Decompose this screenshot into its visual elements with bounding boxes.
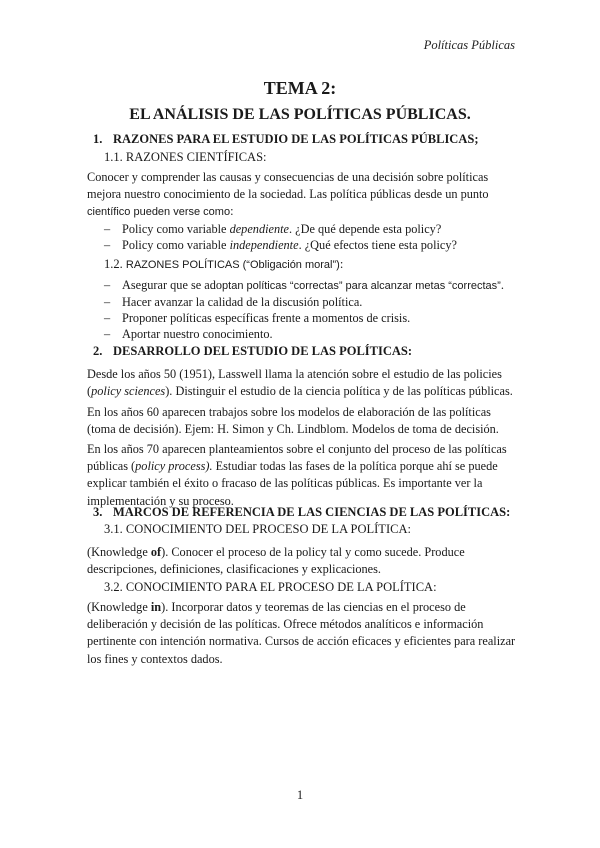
text-fragment: Policy como variable [122,222,230,236]
bullet-dash: – [104,327,111,341]
text-fragment: ). Conocer el proceso de la policy tal y como sucede. Produce [161,545,465,559]
section-number: 3. [93,505,103,519]
text-line: implementación y su proceso. [87,493,234,508]
sans-text: científico pueden verse como [87,206,231,219]
paragraph-anos-60 [87,404,527,438]
text-line [87,458,527,475]
subsection-3-2-heading: 3.2. CONOCIMIENTO PARA EL PROCESO DE LA POLÍTICA: [104,580,437,594]
text-line: pertinente con intención normativa. Cursos de acción eficaces y eficientes para realizar [87,634,516,649]
subsection-1-1-heading: 1.1. RAZONES CIENTÍFICAS: [104,150,267,164]
text-line: explicar también el éxito o fracaso de las políticas públicas. Es importante ver la [87,476,483,491]
bullet-list-political [104,277,504,342]
page-number: 1 [296,788,304,802]
paragraph-razones-cientificas [87,169,527,222]
subsection-number: 1.2. [104,257,126,271]
list-item [104,237,457,253]
emphasis-text: independiente [229,238,299,252]
paragraph-knowledge-of [87,544,527,578]
bold-text: in [150,600,162,614]
text-line: mejora nuestro conocimiento de la sociedad. Las política públicas desde un punto [87,187,489,202]
bullet-dash: – [104,222,111,236]
section-number: 2. [93,344,103,358]
text-fragment: Asegurar que se ado [122,278,223,292]
document-title: TEMA 2: [263,78,337,98]
paragraph-anos-70 [87,441,527,510]
text-fragment: . [500,278,504,292]
text-fragment: Proponer políticas específicas frente a momentos de crisis. [122,311,411,325]
text-fragment: ). Incorporar datos y teoremas de las ciencias en el proceso de [161,600,466,614]
paragraph-knowledge-in [87,599,527,668]
sans-text: ptan políticas “correctas” para alcanzar metas “correctas” [222,280,501,292]
bullet-dash: – [104,295,111,309]
list-item [104,294,504,310]
text-fragment: ). Distinguir el estudio de la ciencia política y de las políticas públicas. [165,384,513,399]
text-line: Desde los años 50 (1951), Lasswell llama la atención sobre el estudio de las policies [87,367,502,381]
text-fragment: : [230,204,234,219]
bullet-dash: – [104,238,111,252]
section-title: DESARROLLO DEL ESTUDIO DE LAS POLÍTICAS: [113,344,413,358]
text-line [87,383,527,400]
text-fragment: (Knowledge [87,600,151,614]
bullet-dash: – [104,278,111,292]
text-line [87,544,527,561]
running-header: Políticas Públicas [423,38,515,52]
sans-text: RAZONES POLÍTICAS (“Obligación moral”) [125,259,340,271]
text-line: (toma de decisión). Ejem: H. Simon y Ch. Lindblom. Modelos de toma de decisión. [87,422,499,437]
text-fragment: : [339,257,344,271]
text-line: Conocer y comprender las causas y consecuencias de una decisión sobre políticas [87,170,489,184]
list-item [104,221,457,237]
section-title: RAZONES PARA EL ESTUDIO DE LAS POLÍTICAS PÚBLICAS; [113,132,479,146]
text-line [87,203,527,221]
text-fragment: públicas ( [87,459,136,474]
emphasis-text: policy sciences [91,384,166,399]
bullet-dash: – [104,311,111,325]
text-fragment: ( [87,384,92,399]
list-item [104,326,504,342]
text-line: deliberación y decisión de las políticas. Ofrece métodos analíticos e información [87,617,484,632]
text-fragment: Hacer avanzar la calidad de la discusión política. [122,295,363,309]
text-fragment: Aportar nuestro conocimiento. [122,327,273,341]
text-line: En los años 70 aparecen planteamientos sobre el conjunto del proceso de las políticas [87,442,507,456]
section-title: MARCOS DE REFERENCIA DE LAS CIENCIAS DE LAS POLÍTICAS: [113,505,511,519]
subsection-1-2-heading [104,257,343,272]
text-fragment: . ¿De qué depende esta policy? [289,222,442,236]
list-item [104,277,504,294]
text-fragment: Policy como variable [122,238,230,252]
subsection-3-1-heading: 3.1. CONOCIMIENTO DEL PROCESO DE LA POLÍTICA: [104,522,411,536]
bold-text: of [150,545,162,559]
text-line: descripciones, definiciones, clasificaciones y explicaciones. [87,562,381,577]
text-fragment: . ¿Qué efectos tiene esta policy? [298,238,457,252]
text-fragment: Estudiar todas las fases de la política porque ahí se puede [212,459,498,474]
list-item [104,310,504,326]
paragraph-lasswell [87,366,527,400]
bullet-list-scientific [104,221,457,253]
emphasis-text: dependiente [229,222,289,236]
text-line: los fines y contextos dados. [87,651,223,666]
text-line [87,599,527,616]
document-subtitle: EL ANÁLISIS DE LAS POLÍTICAS PÚBLICAS. [129,106,471,123]
text-line: En los años 60 aparecen trabajos sobre los modelos de elaboración de las políticas [87,405,491,419]
section-number: 1. [93,132,103,146]
emphasis-text: policy process). [135,459,213,474]
text-fragment: (Knowledge [87,545,151,559]
